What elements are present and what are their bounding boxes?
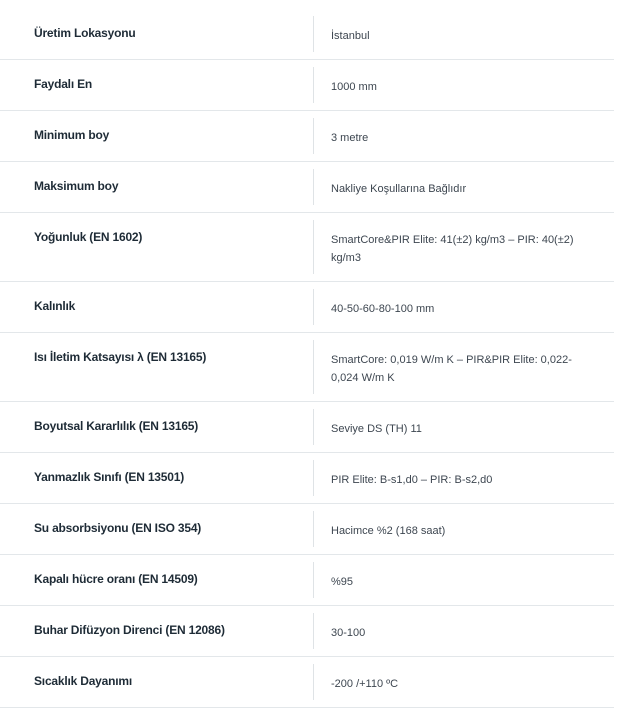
spec-label: Yoğunluk (EN 1602) xyxy=(34,230,143,244)
spec-value xyxy=(314,60,614,110)
spec-table xyxy=(0,9,614,708)
spec-row xyxy=(0,453,614,504)
spec-value xyxy=(314,333,614,401)
spec-value-line: kg/m3 xyxy=(331,252,361,264)
spec-label: Kapalı hücre oranı (EN 14509) xyxy=(34,572,198,586)
spec-label: Yanmazlık Sınıfı (EN 13501) xyxy=(34,470,184,484)
spec-value xyxy=(314,555,614,605)
spec-value-line: 3 metre xyxy=(331,132,369,144)
spec-row xyxy=(0,60,614,111)
spec-value-line: 30-100 xyxy=(331,627,366,639)
spec-row xyxy=(0,402,614,453)
spec-value xyxy=(314,9,614,59)
spec-value xyxy=(314,606,614,656)
spec-value xyxy=(314,213,614,281)
spec-label: Su absorbsiyonu (EN ISO 354) xyxy=(34,521,202,535)
spec-label: Buhar Difüzyon Direnci (EN 12086) xyxy=(34,623,225,637)
spec-row xyxy=(0,333,614,402)
spec-value-line: SmartCore: 0,019 W/m K – PIR&PIR Elite: 0,022- xyxy=(331,354,572,366)
spec-value-line: PIR Elite: B-s1,d0 – PIR: B-s2,d0 xyxy=(331,474,493,486)
spec-value xyxy=(314,402,614,452)
spec-label: Minimum boy xyxy=(34,128,110,142)
spec-value xyxy=(314,504,614,554)
spec-value-line: Nakliye Koşullarına Bağlıdır xyxy=(331,183,467,195)
spec-label: Kalınlık xyxy=(34,299,76,313)
spec-row xyxy=(0,213,614,282)
spec-value-line: 1000 mm xyxy=(331,81,377,93)
spec-label: Faydalı En xyxy=(34,77,93,91)
spec-row xyxy=(0,9,614,60)
spec-row xyxy=(0,111,614,162)
spec-row xyxy=(0,555,614,606)
spec-value-line: 0,024 W/m K xyxy=(331,372,395,384)
spec-value-line: SmartCore&PIR Elite: 41(±2) kg/m3 – PIR: 40(±2) xyxy=(331,234,574,246)
spec-row xyxy=(0,657,614,708)
spec-row xyxy=(0,282,614,333)
spec-value-line: Hacimce %2 (168 saat) xyxy=(331,525,446,537)
spec-value xyxy=(314,453,614,503)
spec-value xyxy=(314,162,614,212)
spec-label: Üretim Lokasyonu xyxy=(34,26,136,40)
spec-label: Boyutsal Kararlılık (EN 13165) xyxy=(34,419,199,433)
spec-value-line: -200 /+110 ºC xyxy=(331,678,399,690)
spec-label: Isı İletim Katsayısı λ (EN 13165) xyxy=(34,350,207,364)
spec-value xyxy=(314,282,614,332)
spec-value xyxy=(314,657,614,707)
spec-value-line: İstanbul xyxy=(331,30,370,42)
spec-row xyxy=(0,606,614,657)
spec-value-line: %95 xyxy=(331,576,354,588)
spec-row xyxy=(0,162,614,213)
spec-row xyxy=(0,504,614,555)
spec-label: Maksimum boy xyxy=(34,179,119,193)
spec-value-line: 40-50-60-80-100 mm xyxy=(331,303,435,315)
spec-label: Sıcaklık Dayanımı xyxy=(34,674,132,688)
spec-value xyxy=(314,111,614,161)
spec-value-line: Seviye DS (TH) 11 xyxy=(331,423,422,435)
